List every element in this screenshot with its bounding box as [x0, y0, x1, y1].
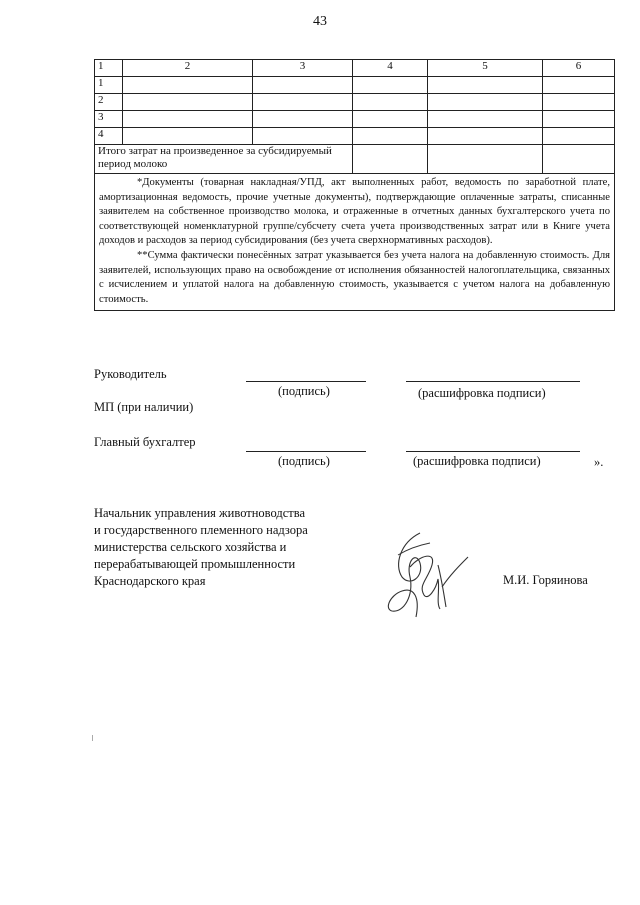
- table-row: [95, 111, 615, 128]
- header-cell: 1: [95, 60, 123, 77]
- note-vat: **Сумма фактически понесённых затрат указывается без учета налога на добавленную стоимость. Для заявителей, использующих право на освобождение от исполнения обязанностей налогоплательщика, связанных с исчислением и уплатой налога на добавленную стоимость, указывается с учетом налога на добавленную стоимость.: [99, 249, 610, 305]
- closing-position: [94, 505, 308, 590]
- closing-line: Начальник управления животноводства: [94, 506, 306, 520]
- margin-mark: [92, 735, 93, 741]
- head-label: Руководитель: [94, 367, 167, 381]
- head-decode-caption: (расшифровка подписи): [418, 386, 546, 400]
- accountant-decode-line: [406, 451, 580, 452]
- table-notes: [95, 174, 615, 311]
- table-row: [95, 77, 615, 94]
- total-row: [95, 145, 615, 174]
- accountant-signature-caption: (подпись): [278, 454, 330, 468]
- note-documents: *Документы (товарная накладная/УПД, акт выполненных работ, ведомость по заработной плате, амортизационная ведомость, прочие учетные документы), подтверждающие оплаченные затраты, списанные заявителем на собственное производство молока, и отраженные в отчетных данных бухгалтерского учета по соответствующей номенклатурной группе/субсчету счета учета производственных затрат или в Книге учета доходов и расходов за период субсидирования (без учета сверхнормативных расходов).: [99, 177, 610, 247]
- table-row: [95, 94, 615, 111]
- header-cell: 4: [353, 60, 428, 77]
- table-row: [95, 128, 615, 145]
- row-number: 3: [95, 111, 123, 128]
- costs-table: [94, 59, 615, 311]
- closing-line: и государственного племенного надзора: [94, 523, 308, 537]
- row-number: 4: [95, 128, 123, 145]
- signer-name: М.И. Горяинова: [503, 573, 588, 587]
- notes-row: [95, 174, 615, 311]
- page-number: 43: [313, 14, 327, 29]
- closing-quote: ».: [594, 455, 604, 469]
- header-cell: 5: [428, 60, 543, 77]
- accountant-label: Главный бухгалтер: [94, 435, 196, 449]
- head-signature-line: [246, 381, 366, 382]
- header-cell: 6: [543, 60, 615, 77]
- closing-line: перерабатывающей промышленности: [94, 557, 296, 571]
- accountant-decode-caption: (расшифровка подписи): [413, 454, 541, 468]
- closing-line: Краснодарского края: [94, 574, 206, 588]
- row-number: 2: [95, 94, 123, 111]
- header-cell: 2: [123, 60, 253, 77]
- table-header-row: [95, 60, 615, 77]
- row-number: 1: [95, 77, 123, 94]
- accountant-signature-line: [246, 451, 366, 452]
- closing-line: министерства сельского хозяйства и: [94, 540, 287, 554]
- stamp-label: МП (при наличии): [94, 400, 194, 414]
- header-cell: 3: [253, 60, 353, 77]
- total-label: Итого затрат на произведенное за субсидируемый период молоко: [95, 145, 353, 174]
- head-decode-line: [406, 381, 580, 382]
- handwritten-signature: [380, 525, 480, 625]
- head-signature-caption: (подпись): [278, 384, 330, 398]
